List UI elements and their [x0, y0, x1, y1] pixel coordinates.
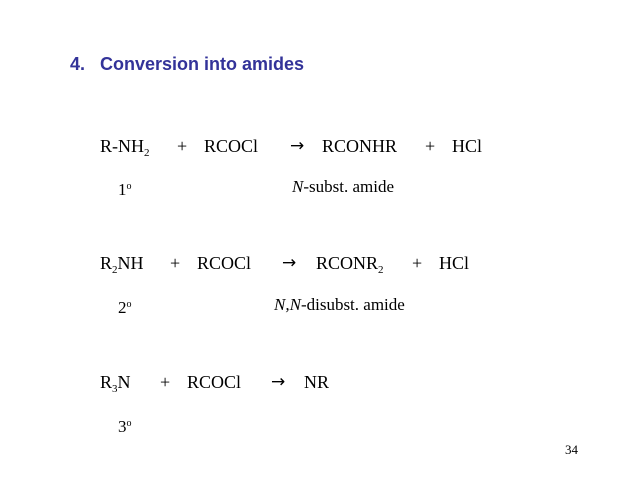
page-number: 34 [565, 442, 578, 457]
reaction-1-equation [0, 136, 638, 162]
reaction-2-byproduct: HCl [439, 253, 470, 273]
reaction-1-byproduct: HCl [452, 136, 483, 156]
reaction-2-arrow-icon: → [282, 253, 297, 273]
reaction-1-plus-2: + [425, 136, 436, 156]
reaction-3-amine: $R_3N$ [100, 372, 131, 395]
reaction-3-degree: 3$^o$ [118, 417, 132, 436]
reaction-1-product-note: N-subst. amide [292, 177, 394, 196]
reaction-1-amine: $R-NH_2$ [100, 136, 150, 159]
reaction-2-product: $RCONR_2$ [316, 253, 384, 276]
reaction-1-plus: + [177, 136, 188, 156]
reaction-1-degree: 1$^o$ [118, 180, 132, 199]
reaction-3-reagent: RCOCl [187, 372, 242, 392]
reaction-2-degree: 2$^o$ [118, 298, 132, 317]
heading-number: 4. [70, 54, 86, 74]
reaction-2-equation [0, 253, 638, 279]
reaction-3-product: NR [304, 372, 330, 392]
reaction-1-reagent: RCOCl [204, 136, 259, 156]
reaction-3-arrow-icon: → [271, 372, 286, 392]
reaction-1-arrow-icon: → [290, 136, 305, 156]
reaction-2-amine: $R_2NH$ [100, 253, 144, 276]
reaction-2-plus: + [170, 253, 181, 273]
reaction-1-product: RCONHR [322, 136, 398, 156]
reaction-3-plus: + [160, 372, 171, 392]
reaction-2-product-note: N,N-disubst. amide [274, 295, 405, 314]
slide-heading [70, 54, 304, 75]
reaction-3-equation [0, 372, 638, 398]
heading-title: Conversion into amides [100, 54, 305, 74]
reaction-2-reagent: RCOCl [197, 253, 252, 273]
reaction-2-plus-2: + [412, 253, 423, 273]
